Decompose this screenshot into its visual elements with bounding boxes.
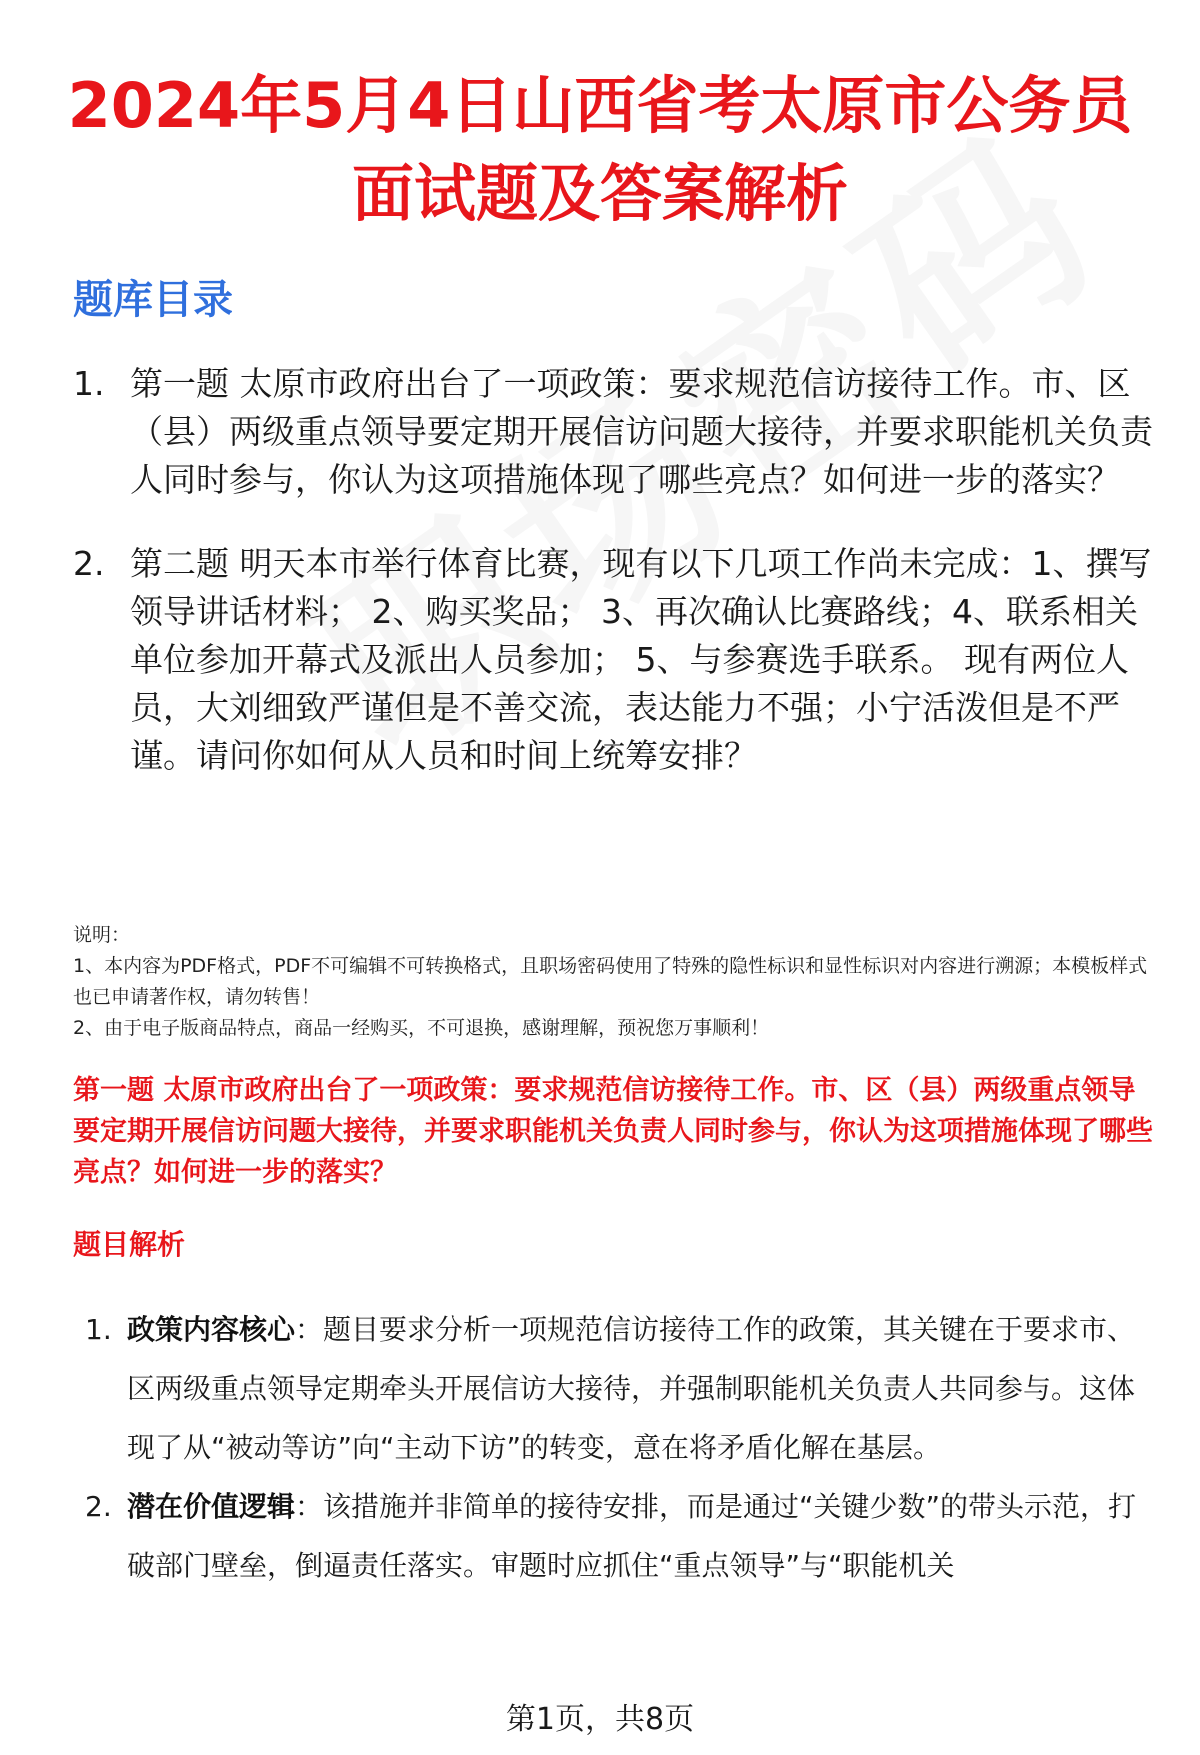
analysis-item-text: ：该措施并非简单的接待安排，而是通过“关键少数”的带头示范，打破部门壁垒，倒逼责任落实。审题时应抓住“重点领导”与“职能机关: [127, 1490, 1137, 1582]
page-number-footer: 第1页，共8页: [505, 1702, 695, 1737]
notes-line: 2、由于电子版商品特点，商品一经购买，不可退换，感谢理解，预祝您万事顺利！: [73, 1017, 770, 1039]
analysis-item-label: 政策内容核心: [127, 1313, 296, 1346]
toc-item-number: 1.: [73, 364, 105, 403]
toc-item[interactable]: [73, 360, 1153, 504]
analysis-item-text: ：题目要求分析一项规范信访接待工作的政策，其关键在于要求市、区两级重点领导定期牵头开展信访大接待，并强制职能机关负责人共同参与。这体现了从“被动等访”向“主动下访”的转变，意在将矛盾化解在基层。: [127, 1313, 1136, 1464]
analysis-item: [85, 1477, 1150, 1595]
toc-item-text: 第一题 太原市政府出台了一项政策：要求规范信访接待工作。市、区（县）两级重点领导要定期开展信访问题大接待，并要求职能机关负责人同时参与，你认为这项措施体现了哪些亮点？如何进一步的落实？: [130, 364, 1153, 499]
notes-line: 1、本内容为PDF格式，PDF不可编辑不可转换格式，且职场密码使用了特殊的隐性标识和显性标识对内容进行溯源；本模板样式也已申请著作权，请勿转售！: [73, 955, 1148, 1008]
analysis-item-label: 潜在价值逻辑: [127, 1490, 296, 1523]
analysis-heading: 题目解析: [73, 1228, 186, 1261]
toc-item-number: 2.: [73, 544, 105, 583]
analysis-item: [85, 1300, 1150, 1477]
toc-heading: 题库目录: [73, 277, 233, 323]
toc-item-text: 第二题 明天本市举行体育比赛，现有以下几项工作尚未完成：1、撰写领导讲话材料； 2、购买奖品； 3、再次确认比赛路线；4、联系相关单位参加开幕式及派出人员参加； 5、与参赛选手联系。 现有两位人员，大刘细致严谨但是不善交流，表达能力不强；小宁活泼但是不严谨。请问你如何从人员和时间上统筹安排？: [130, 544, 1152, 775]
question-heading: 第一题 太原市政府出台了一项政策：要求规范信访接待工作。市、区（县）两级重点领导要定期开展信访问题大接待，并要求职能机关负责人同时参与，你认为这项措施体现了哪些亮点？如何进一步的落实？: [73, 1075, 1153, 1188]
analysis-item-number: 2.: [85, 1490, 112, 1523]
analysis-list: [85, 1300, 1150, 1595]
toc-item[interactable]: [73, 540, 1153, 780]
document-title: 2024年5月4日山西省考太原市公务员面试题及答案解析: [67, 69, 1133, 230]
notes-section: [73, 920, 1153, 1044]
notes-label: 说明：: [73, 924, 131, 946]
analysis-item-number: 1.: [85, 1313, 112, 1346]
toc-list: [73, 360, 1153, 816]
